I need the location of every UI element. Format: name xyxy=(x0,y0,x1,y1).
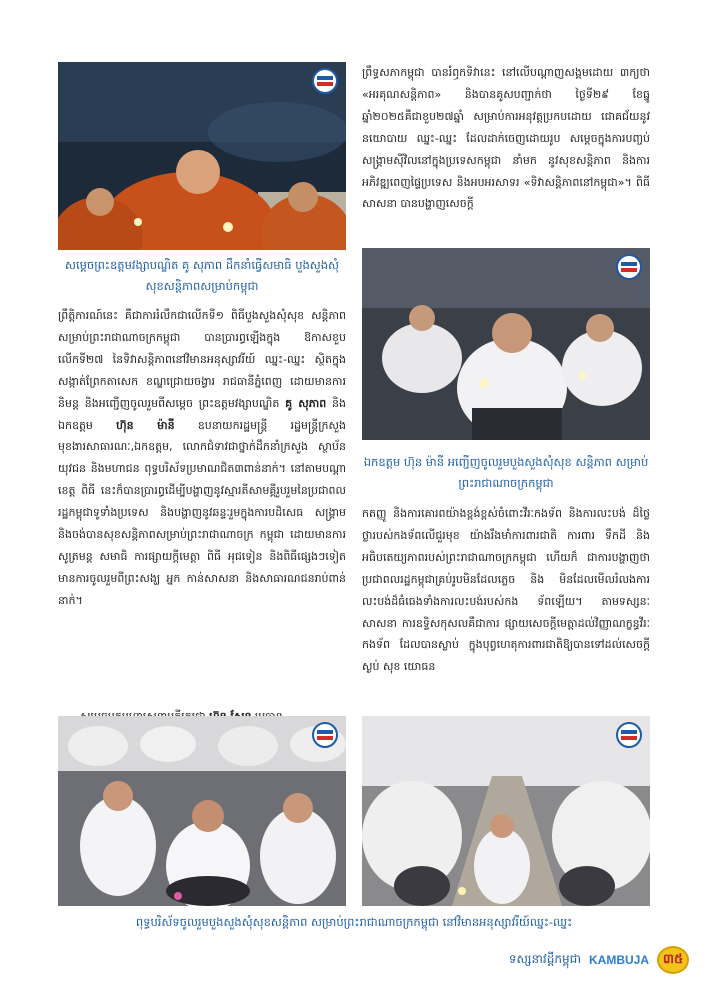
cambodia-logo-icon xyxy=(312,722,338,748)
cambodia-logo-icon xyxy=(616,254,642,280)
article-left-paragraph: ព្រឹត្តិការណ៍នេះ គឺជាការរំលឹកជាលើកទី១ ពិធីបួងសួងសុំសុខ សន្តិភាព សម្រាប់ព្រះរាជាណាចក្រកម្ពុជា បានប្រារព្ធឡើងក្នុង ឱកាសខួបលើកទី២៧ នៃទិវាសន្តិភាពនៅវិមានអនុស្សាវរីយ៍ ឈ្នះ-ឈ្នះ ស្ថិតក្នុងសង្កាត់ព្រែកតាសេក ខណ្ឌជ្រោយចង្វារ រាជធានីភ្នំពេញ ដោយមានការនិមន្ត និងអញ្ជើញចូលរួមពីសម្តេច ព្រះឧត្តមវង្សាបណ្ឌិត គូ សុភាព និងឯកឧត្តម ហ៊ុន ម៉ានី ឧបនាយករដ្ឋមន្ត្រី រដ្ឋមន្ត្រីក្រសួងមុខងារសាធារណៈ,ឯកឧត្តម, លោកជំទាវជាថ្នាក់ដឹកនាំក្រសួង ស្ថាប័ន យុវជន និងមហាជន ពុទ្ធបរិស័ទប្រមាណជិត៣ពាន់នាក់។ នៅតាមបណ្តាខេត្ត ពិធី នេះក៏បានប្រារព្ធដើម្បីបង្ហាញនូវស្មារតីសាមគ្គីរួបរួមនៃប្រជាពល រដ្ឋកម្ពុជាទូទាំងប្រទេស និងបង្ហាញនូវឆន្ទៈរួមក្នុងការបដិសេធ សង្គ្រាម និងចង់បានសុខសន្តិភាពសម្រាប់ព្រះរាជាណាចក្រ កម្ពុជា ដោយមានការសូត្រមន្ត សមាធិ ការផ្សាយក្តីមេត្តា ពិធី អុជទៀន និងពិធីផ្សេងៗទៀត មានការចូលរួមពីព្រះសង្ឃ អ្នក កាន់សាសនា និងសាធារណជនរាប់ពាន់នាក់។ xyxy=(58,309,346,607)
cambodia-logo-icon xyxy=(616,722,642,748)
caption-monk-photo: សម្តេចព្រះឧត្តមវង្សាបណ្ឌិត គូ សុភាព ដឹកនាំធ្វើសមាធិ បួងសួងសុំសុខសន្តិភាពសម្រាប់កម្ពុជា xyxy=(65,258,339,293)
article-right-top-paragraph: ព្រឹទ្ធសភាកម្ពុជា បានរំឭកទិវានេះ នៅលើបណ្តាញសង្គមដោយ ៣ក្យថា «អរគុណសន្តិភាព» និងបានគូសបញ្ជាក់ថា ថ្ងៃទី២៩ ខែធ្នូឆ្នាំ២០២៥គឺជាខួប២៧ឆ្នាំ សម្រាប់ការអនុវត្តប្រកបដោយ ជោគជ័យនូវនយោបាយ ឈ្នះ-ឈ្នះ ដែលដាក់ចេញដោយរូប សម្តេចក្នុងការបញ្ចប់សង្គ្រាមស៊ីវិលនៅក្នុងប្រទេសកម្ពុជា នាំមក នូវសុខសន្តិភាព និងការអភិវឌ្ឍពេញផ្ទៃប្រទេស និងអបអរសាទរ «ទិវាសន្តិភាពនៅកម្ពុជា»។ ពិធីសាសនា បានបង្ហាញសេចក្តី xyxy=(362,66,650,211)
photo-official-candle xyxy=(362,248,650,440)
page-number: ៣៥ xyxy=(657,946,689,974)
caption-bottom-photos: ពុទ្ធបរិស័ទចូលរួមបួងសួងសុំសុខសន្តិភាព សម្រាប់ព្រះរាជាណាចក្រកម្ពុជា នៅវិមានអនុស្សាវរីយ៍ឈ្នះ-ឈ្នះ xyxy=(135,915,573,929)
photo-crowd-left xyxy=(58,716,346,906)
article-right-bottom-paragraph: កតញ្ញូ និងការគោរពយ៉ាងខ្ពង់ខ្ពស់ចំពោះវីរៈកងទ័ព និងការលះបង់ ដ៏ថ្លៃថ្លារបស់កងទ័ពលើជួរមុខ យ៉ាងរឹងមាំការពារជាតិ ការពារ ទឹកដី និងអធិបតេយ្យភាពរបស់ព្រះរាជាណាចក្រកម្ពុជា ហើយក៏ ជាការបង្ហាញថា ប្រជាពលរដ្ឋកម្ពុជាគ្រប់រូបមិនដែលភ្លេច និង មិនដែលមើលរំលងការលះបង់ដ៏ធំធេងទាំងការលះបង់របស់កង ទ័ពឡើយ។ តាមទស្សនៈសាសនា ការឧទ្ទិសកុសលគឺជាការ ផ្សាយសេចក្តីមេត្តាដល់វិញ្ញាណក្ខន្ធវីរៈកងទ័ព ដែលបានស្លាប់ ក្នុងបុព្វហេតុការពារជាតិឱ្យបានទៅដល់សេចក្តីស្ងប់ សុខ យោធន xyxy=(362,507,650,674)
page-footer xyxy=(509,945,689,975)
magazine-name: ទស្សនាវដ្តីកម្ពុជា xyxy=(508,952,581,966)
cambodia-logo-icon xyxy=(312,68,338,94)
caption-official-photo: ឯកឧត្តម ហ៊ុន ម៉ានី អញ្ជើញចូលរួមបួងសួងសុំសុខ សន្តិភាព សម្រាប់ព្រះរាជាណាចក្រកម្ពុជា xyxy=(363,455,649,490)
name-hun-many: ហ៊ុន ម៉ានី xyxy=(116,418,175,432)
magazine-brand: KAMBUJA xyxy=(589,953,649,967)
photo-crowd-right xyxy=(362,716,650,906)
photo-monk-meditation xyxy=(58,62,346,250)
name-ku-sophea: គូ សុភាព xyxy=(285,396,327,410)
